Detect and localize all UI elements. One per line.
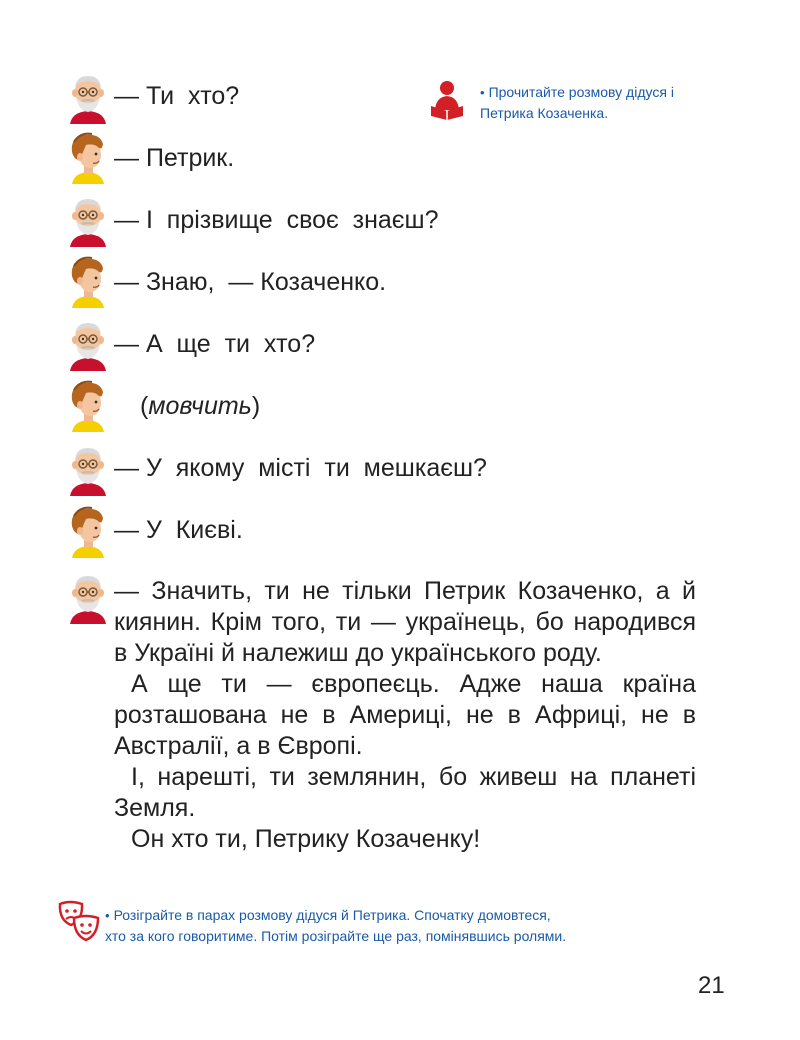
read-hint: • Прочитайте розмову дідуся і Петрика Козаченка. <box>480 84 674 121</box>
boy-avatar-icon <box>66 254 110 308</box>
dialogue-line: — Знаю, — Козаченко. <box>114 268 387 296</box>
dialogue-line: — А ще ти хто? <box>114 330 316 358</box>
page-number: 21 <box>698 972 725 999</box>
grandpa-avatar-icon <box>66 570 110 624</box>
speech-paragraph: А ще ти — європеєць. Адже наша країна розташована не в Америці, не в Африці, не в Австралії, а в Європі. <box>114 670 696 760</box>
grandpa-avatar-icon <box>66 193 110 247</box>
speech-paragraph: Он хто ти, Петрику Козаченку! <box>131 825 481 853</box>
theater-masks-icon <box>56 898 102 944</box>
dialogue-line: — Петрик. <box>114 144 235 172</box>
grandpa-long-speech <box>114 576 696 855</box>
roleplay-hint-text1: Розіграйте в парах розмову дідуся й Петрика. Спочатку домовтеся, <box>113 907 551 923</box>
roleplay-hint <box>105 905 665 947</box>
grandpa-avatar-icon <box>66 317 110 371</box>
dialogue-line: — У якому місті ти мешкаєш? <box>114 454 487 482</box>
roleplay-hint-line1: • Розіграйте в парах розмову дідуся й Петрика. Спочатку домовтеся, <box>105 907 551 923</box>
boy-avatar-icon <box>66 504 110 558</box>
stage-direction-text: мовчить <box>148 392 252 420</box>
roleplay-hint-line2: хто за кого говоритиме. Потім розіграйте ще раз, помінявшись ролями. <box>105 928 567 944</box>
stage-direction: (мовчить) <box>140 392 261 420</box>
reading-person-icon <box>428 80 466 120</box>
dialogue-line: — І прізвище своє знаєш? <box>114 206 439 234</box>
dialogue-line: — Ти хто? <box>114 82 240 110</box>
grandpa-avatar-icon <box>66 70 110 124</box>
read-hint-text: Прочитайте розмову дідуся і Петрика Козаченка. <box>480 84 674 121</box>
speech-paragraph: — Значить, ти не тільки Петрик Козаченко, а й киянин. Крім того, ти — українець, бо народився в Україні й належиш до українського роду. <box>114 577 696 667</box>
dialogue-line: — У Києві. <box>114 516 243 544</box>
speech-paragraph: І, нарешті, ти землянин, бо живеш на планеті Земля. <box>114 763 696 822</box>
boy-avatar-icon <box>66 130 110 184</box>
grandpa-avatar-icon <box>66 442 110 496</box>
boy-avatar-icon <box>66 378 110 432</box>
